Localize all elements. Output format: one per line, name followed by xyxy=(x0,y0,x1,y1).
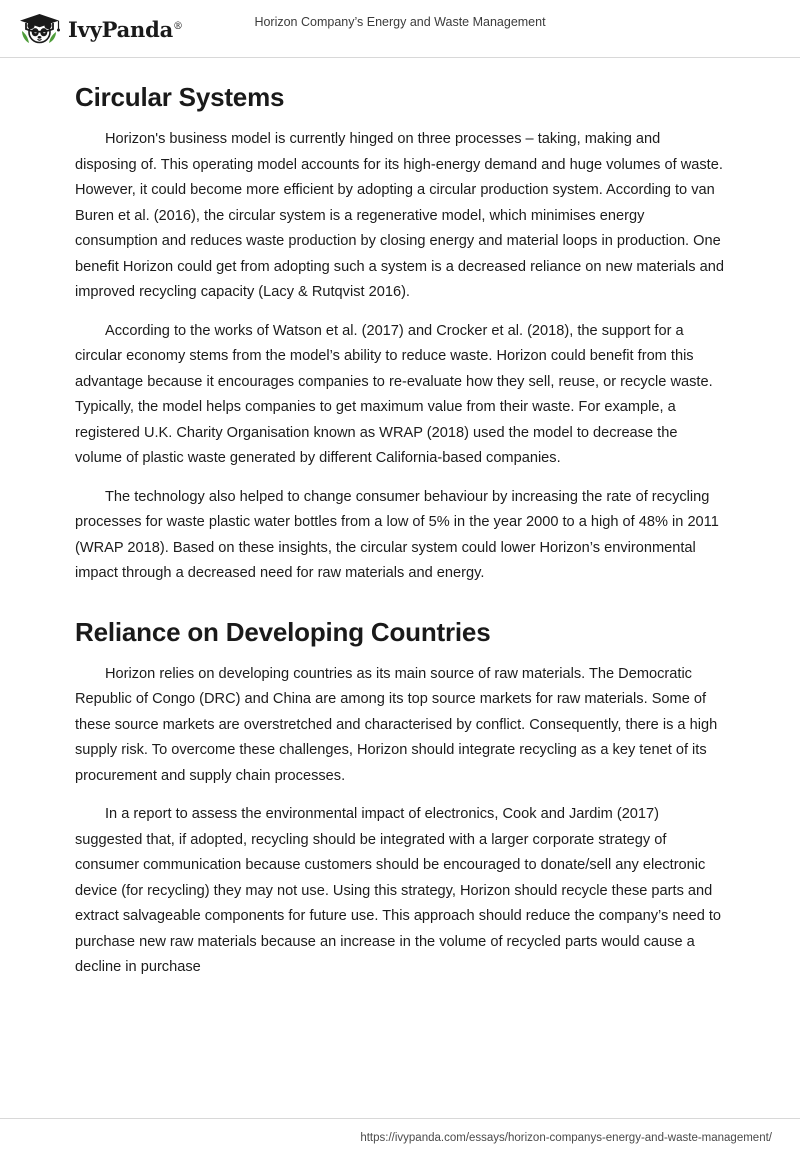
section-heading-circular-systems: Circular Systems xyxy=(75,82,285,112)
source-url-link[interactable]: https://ivypanda.com/essays/horizon-companys-energy-and-waste-management/ xyxy=(360,1132,772,1144)
paragraph: Horizon's business model is currently hinged on three processes – taking, making and disposing of. This operating model accounts for its high-energy demand and huge volumes of waste. However, it could become more efficient by adopting a circular production system. According to van Buren et al. (2016), the circular system is a regenerative model, which minimises energy consumption and reduces waste production by closing energy and material loops in production. One benefit Horizon could get from adopting such a system is a decreased reliance on new materials and improved recycling capacity (Lacy & Rutqvist 2016). xyxy=(75,131,724,301)
page-footer xyxy=(0,1118,800,1160)
section-heading-reliance-on-developing-countries: Reliance on Developing Countries xyxy=(75,616,491,647)
paragraph: Horizon relies on developing countries as its main source of raw materials. The Democratic Republic of Congo (DRC) and China are among its top source markets for raw materials. Some of these source markets are overstretched and characterised by conflict. Consequently, there is a high supply risk. To overcome these challenges, Horizon should integrate recycling as a key tenet of its procurement and supply chain processes. xyxy=(75,665,718,784)
paragraph: In a report to assess the environmental impact of electronics, Cook and Jardim (2017) suggested that, if adopted, recycling should be integrated with a larger corporate strategy of consumer communication because customers should be encouraged to donate/sell any electronic device (for recycling) they may not use. Using this strategy, Horizon should recycle these parts and extract salvageable components for future use. This approach should reduce the company’s need to purchase new raw materials because an increase in the volume of recycled parts would cause a decline in purchase xyxy=(75,806,722,976)
page-header xyxy=(0,0,800,58)
brand-name: IvyPanda® xyxy=(68,16,183,42)
paragraph: The technology also helped to change consumer behaviour by increasing the rate of recycling processes for waste plastic water bottles from a low of 5% in the year 2000 to a high of 48% in 2011 (WRAP 2018). Based on these insights, the circular system could lower Horizon’s environmental impact through a decreased need for raw materials and energy. xyxy=(75,488,719,582)
document-title: Horizon Company’s Energy and Waste Management xyxy=(254,15,546,29)
registered-mark: ® xyxy=(173,20,183,32)
document-content xyxy=(0,58,800,994)
paragraph: According to the works of Watson et al. (2017) and Crocker et al. (2018), the support for a circular economy stems from the model’s ability to reduce waste. Horizon could benefit from this advantage because it encourages companies to re-evaluate how they sell, reuse, or recycle waste. Typically, the model helps companies to get maximum value from their waste. For example, a registered U.K. Charity Organisation known as WRAP (2018) used the model to decrease the volume of plastic waste generated by different California-based companies. xyxy=(75,322,713,467)
